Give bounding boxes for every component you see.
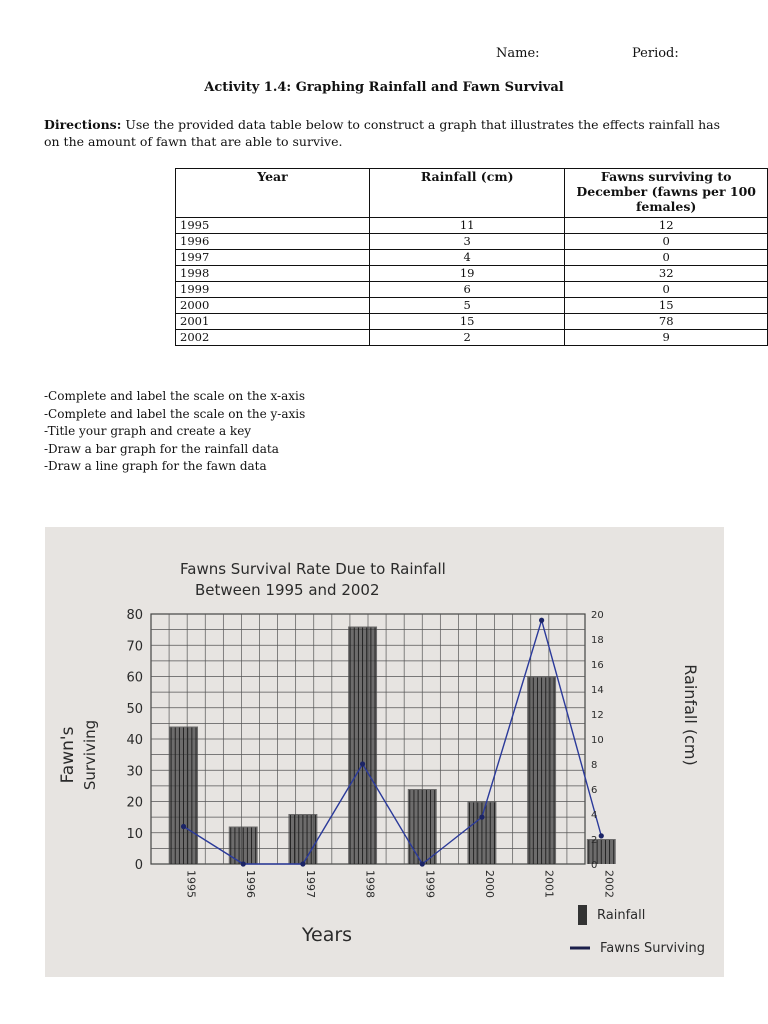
instruction-list [44,388,305,476]
y2-tick-label: 16 [591,660,604,671]
instruction-item: -Complete and label the scale on the y-axis [44,406,306,421]
directions-label: Directions: [44,117,122,132]
y-tick-label: 20 [126,795,143,811]
y2-tick-label: 12 [591,710,604,721]
table-cell-fawns: 0 [565,250,768,266]
table-row [176,298,768,314]
table-header-fawns: Fawns surviving to December (fawns per 100 females) [565,169,768,218]
table-cell-year: 2000 [176,298,370,314]
fawn-data-point [420,861,425,866]
legend-fawns-label: Fawns Surviving [600,941,705,956]
x-tick-label: 2002 [602,870,616,898]
x-axis-label: Years [301,924,353,946]
table-row [176,266,768,282]
y-tick-label: 0 [134,858,143,873]
name-field-label: Name: [496,46,540,61]
table-cell-fawns: 9 [565,330,768,346]
fawn-data-point [599,833,604,838]
x-tick-label: 2001 [542,870,556,898]
table-header-year: Year [176,169,370,218]
table-row [176,314,768,330]
legend-rainfall-label: Rainfall [597,908,646,923]
table-cell-rainfall: 5 [369,298,564,314]
fawn-data-point [241,861,246,866]
y2-tick-label: 2 [591,835,598,846]
fawn-data-point [360,761,365,766]
table-header-row [176,169,768,218]
x-tick-label: 1995 [184,870,198,898]
table-cell-rainfall: 2 [369,330,564,346]
fawn-data-point [539,618,544,623]
fawn-data-point [479,815,484,820]
y2-tick-label: 10 [591,735,604,746]
y-tick-label: 40 [126,733,143,748]
activity-title: Activity 1.4: Graphing Rainfall and Fawn Survival [204,80,564,95]
instruction-item: -Draw a bar graph for the rainfall data [44,441,279,456]
x-tick-label: 1997 [303,870,317,898]
instruction-item: -Complete and label the scale on the x-axis [44,389,306,403]
table-cell-fawns: 15 [565,298,768,314]
x-tick-label: 1996 [244,870,258,898]
directions-paragraph [44,116,724,150]
table-header-rainfall: Rainfall (cm) [369,169,564,218]
table-cell-fawns: 78 [565,314,768,330]
graph-legend [570,905,705,956]
y2-tick-label: 14 [591,685,604,696]
y2-tick-label: 18 [591,635,604,646]
y-tick-label: 30 [126,764,143,780]
y2-tick-label: 6 [591,785,598,796]
graph-title-line-2: Between 1995 and 2002 [195,581,380,599]
y-tick-label: 70 [126,639,143,655]
directions-text: Use the provided data table below to construct a graph that illustrates the effects rainfall has on the amount of fawn that are able to survive. [44,117,721,149]
table-row [176,330,768,346]
table-row [176,282,768,298]
instruction-item: -Draw a line graph for the fawn data [44,459,267,473]
y2-tick-label: 0 [591,860,598,871]
fawn-data-point [300,861,305,866]
table-cell-rainfall: 4 [369,250,564,266]
table-cell-year: 1995 [176,218,370,234]
graph-title-line-1: Fawns Survival Rate Due to Rainfall [180,560,446,578]
table-cell-year: 1997 [176,250,370,266]
y-tick-label: 80 [126,608,143,623]
instruction-item: -Title your graph and create a key [44,424,252,438]
table-cell-rainfall: 3 [369,234,564,250]
y2-axis-label: Rainfall (cm) [681,664,700,766]
y2-tick-label: 8 [591,760,598,771]
y2-tick-label: 4 [591,810,598,821]
table-cell-rainfall: 11 [369,218,564,234]
table-row [176,234,768,250]
table-cell-year: 2001 [176,314,370,330]
table-cell-year: 1999 [176,282,370,298]
legend-bar-swatch [578,905,587,925]
table-cell-fawns: 32 [565,266,768,282]
table-row [176,218,768,234]
y-tick-label: 60 [126,670,143,686]
table-cell-year: 1996 [176,234,370,250]
x-tick-label: 2000 [482,870,496,898]
table-cell-rainfall: 15 [369,314,564,330]
y-axis-label-line-2: Surviving [81,719,99,791]
fawn-data-point [181,824,186,829]
table-cell-fawns: 0 [565,282,768,298]
y-tick-label: 10 [126,826,143,842]
y-tick-label: 50 [126,701,143,717]
graph-svg [45,527,724,977]
table-row [176,250,768,266]
y-axis-label-line-1: Fawn's [58,726,78,784]
hand-drawn-graph-photo [45,527,724,977]
x-tick-label: 1999 [423,870,437,898]
table-cell-rainfall: 6 [369,282,564,298]
table-cell-year: 1998 [176,266,370,282]
table-cell-fawns: 12 [565,218,768,234]
period-field-label: Period: [632,46,679,61]
table-cell-fawns: 0 [565,234,768,250]
table-cell-rainfall: 19 [369,266,564,282]
y2-tick-label: 20 [591,610,604,621]
data-table [175,168,768,346]
x-tick-label: 1998 [363,870,377,898]
table-cell-year: 2002 [176,330,370,346]
